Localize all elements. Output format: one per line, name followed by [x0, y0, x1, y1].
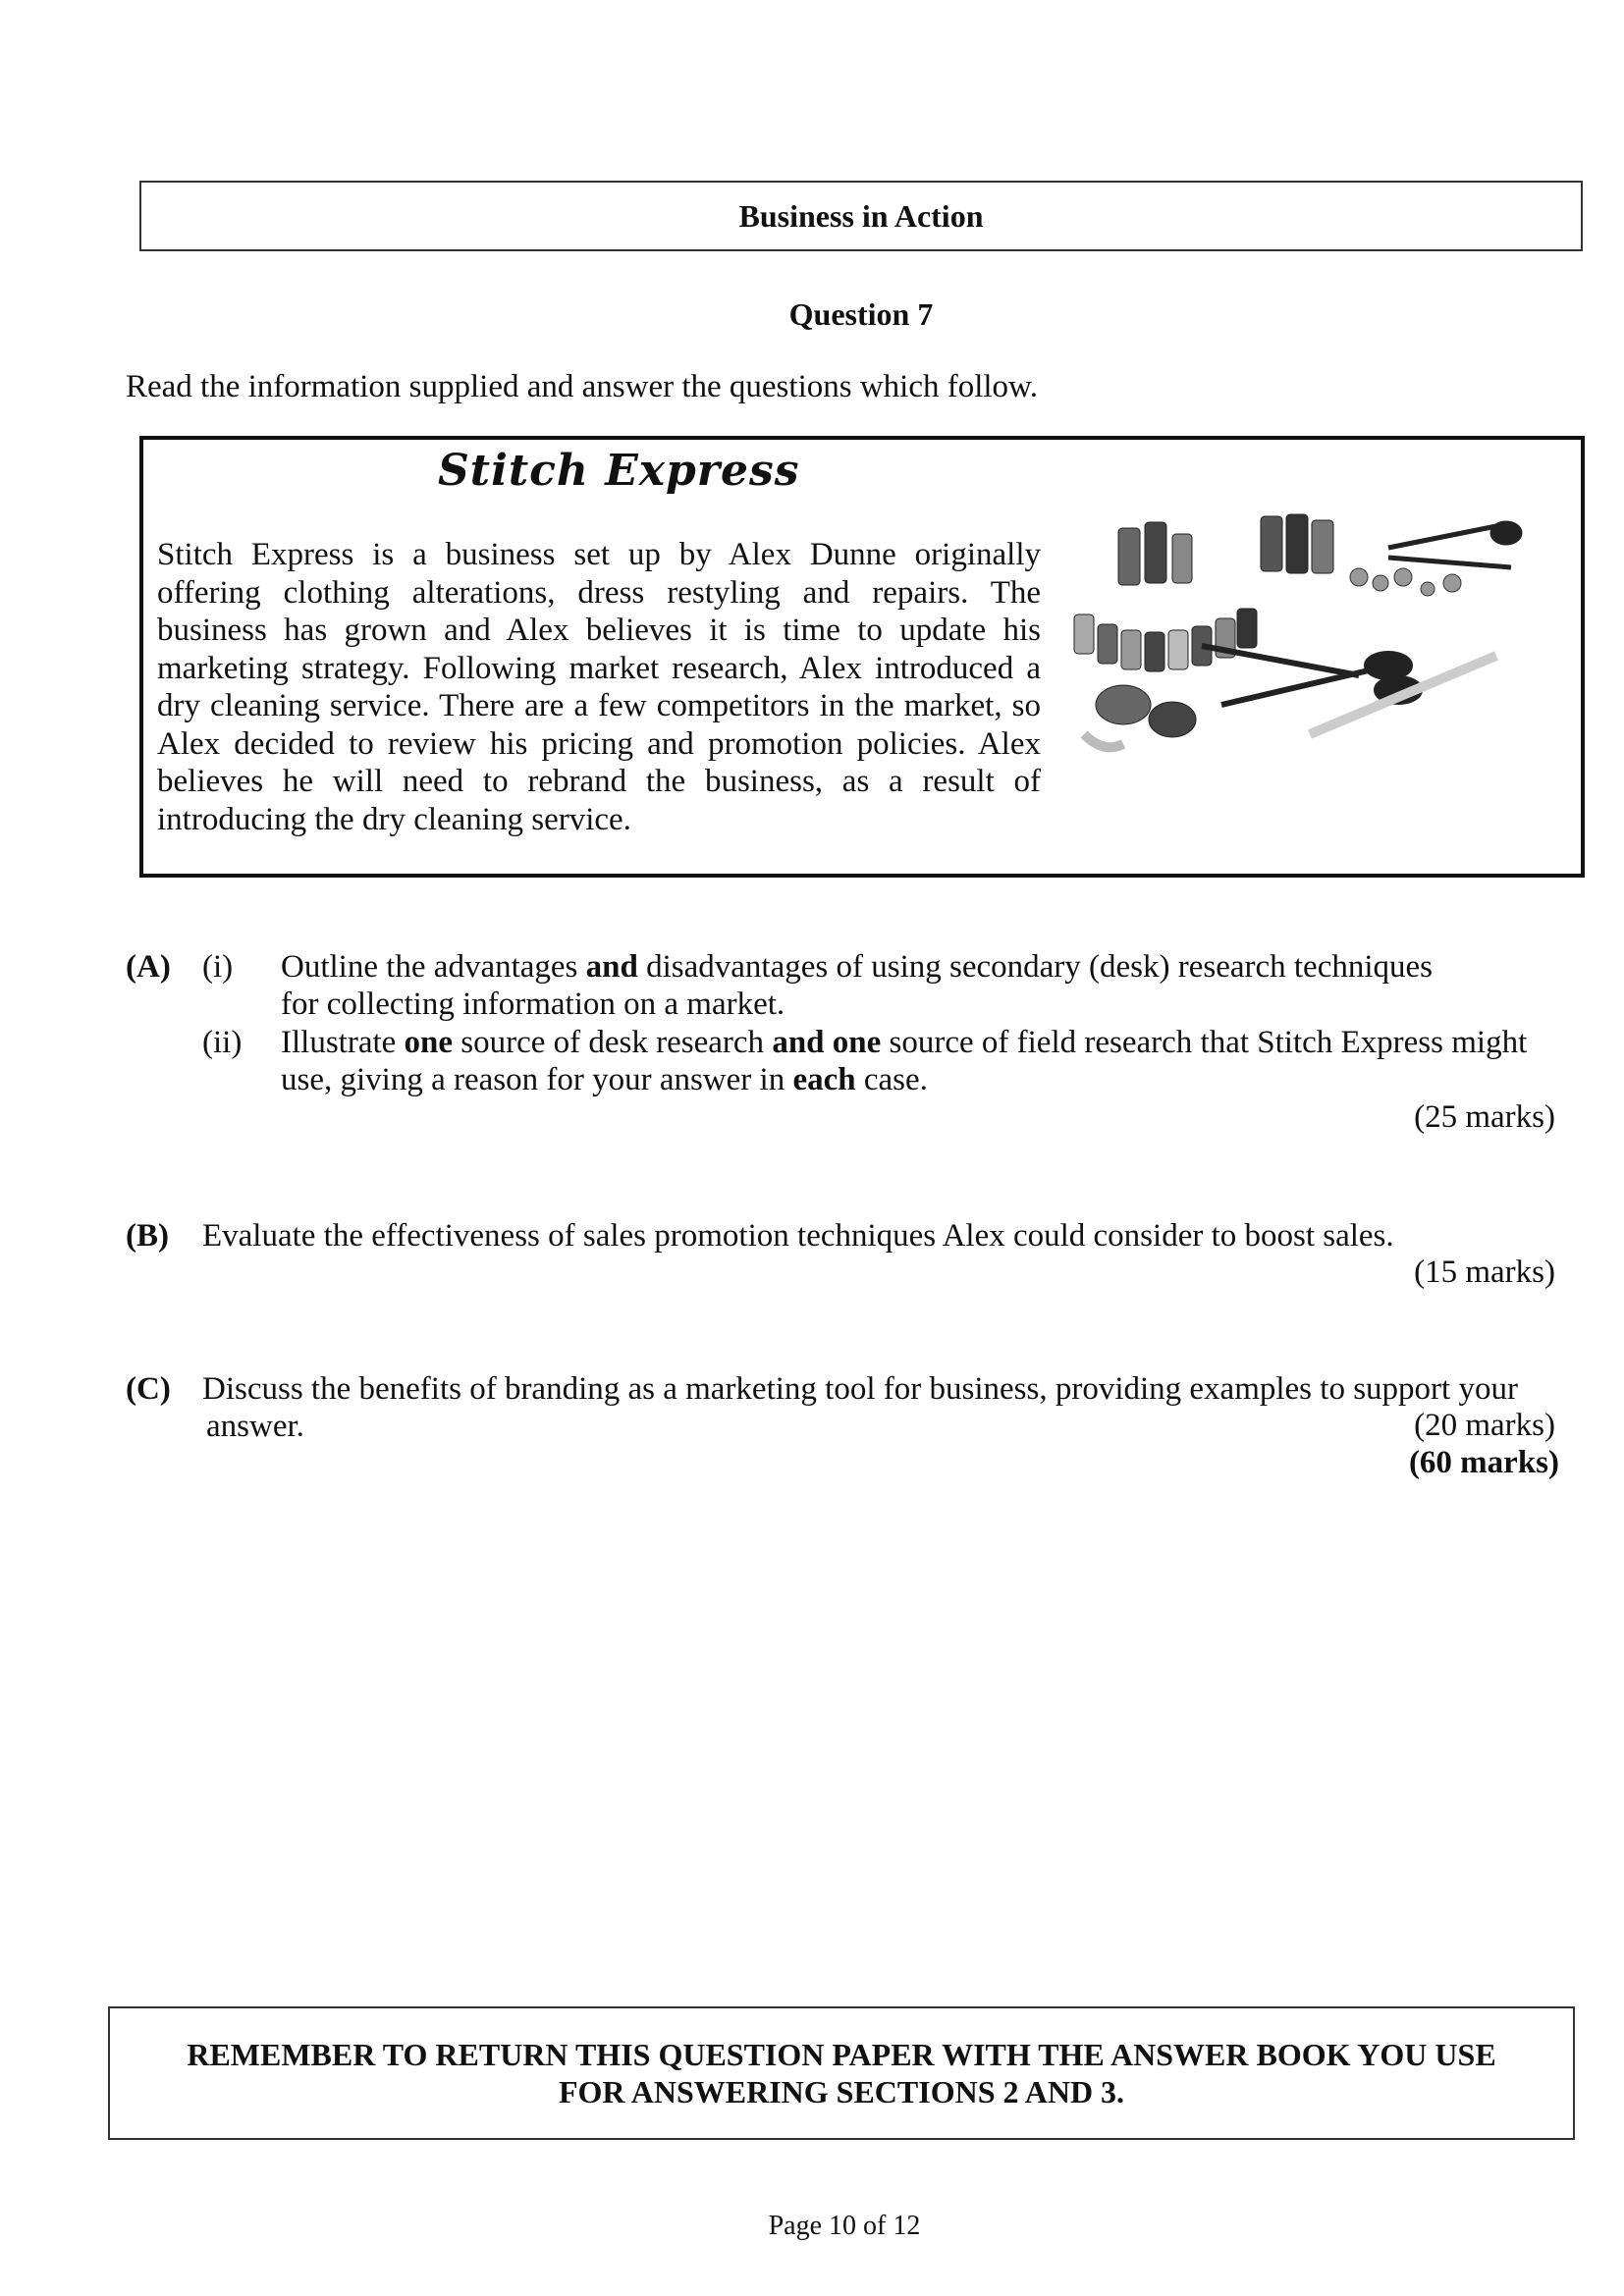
part-b-text: Evaluate the effectiveness of sales promotion techniques Alex could consider to boost sales. — [202, 1218, 1394, 1254]
part-a-ii-line1: Illustrate one source of desk research and one source of field research that Stitch Express might — [281, 1025, 1528, 1060]
sewing-supplies-image — [1064, 508, 1526, 793]
large-scissors-icon — [1202, 646, 1420, 705]
bobbin-icon — [1096, 685, 1196, 737]
case-text: Stitch Express is a business set up by Alex Dunne originally offering clothing alterations, dress restyling and repairs. The business has grown and Alex believes it is time to update his marketing strategy. Following market research, Alex introduced a dry cleaning service. There are a few competitors in the market, so Alex decided to review his pricing and promotion policies. Alex believes he will need to rebrand the business, as a result of introducing the dry cleaning service. — [157, 537, 1041, 837]
case-title: Stitch Express — [438, 446, 800, 496]
part-c-line2: answer. — [206, 1409, 304, 1444]
part-c-line1: Discuss the benefits of branding as a marketing tool for business, providing examples to support your — [202, 1371, 1518, 1407]
instructions: Read the information supplied and answer the questions which follow. — [126, 369, 1038, 404]
part-b-label: (B) — [126, 1218, 169, 1254]
part-a-ii-label: (ii) — [202, 1025, 243, 1060]
page-number: Page 10 of 12 — [768, 2211, 921, 2241]
part-b-marks: (15 marks) — [1414, 1255, 1555, 1290]
part-a-marks: (25 marks) — [1414, 1099, 1555, 1135]
reminder-line1: REMEMBER TO RETURN THIS QUESTION PAPER WITH THE ANSWER BOOK YOU USE — [187, 2037, 1496, 2072]
section-header — [139, 181, 1583, 251]
scissors-icon — [1388, 523, 1520, 567]
part-c-marks: (20 marks) — [1414, 1408, 1555, 1443]
section-title: Business in Action — [738, 197, 984, 234]
question-title: Question 7 — [788, 296, 934, 332]
reminder-line2: FOR ANSWERING SECTIONS 2 AND 3. — [558, 2074, 1125, 2109]
part-a-i-label: (i) — [202, 949, 234, 985]
part-a-ii-line2: use, giving a reason for your answer in each case. — [281, 1062, 928, 1097]
total-marks: (60 marks) — [1408, 1445, 1559, 1480]
case-study-box — [139, 436, 1585, 878]
buttons-icon — [1350, 568, 1461, 596]
part-a-i-line2: for collecting information on a market. — [281, 987, 785, 1022]
part-a-i-line1: Outline the advantages and disadvantages of using secondary (desk) research techniques — [281, 949, 1434, 985]
reminder-box — [108, 2006, 1575, 2140]
part-c-label: (C) — [126, 1371, 171, 1407]
part-a-label: (A) — [126, 949, 171, 985]
